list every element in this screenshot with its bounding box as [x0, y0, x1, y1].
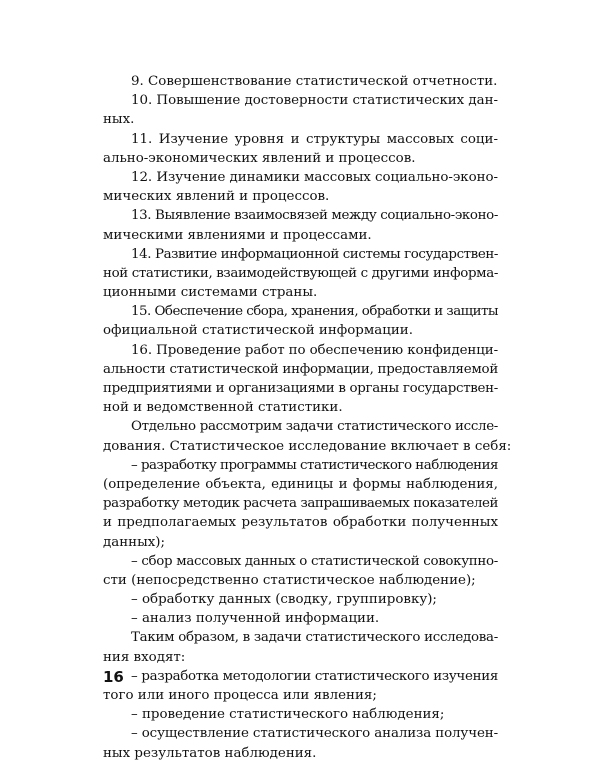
- paragraph-first-line: 10. Повышение достоверности статистических дан-: [131, 93, 498, 109]
- paragraph-line: ной статистики, взаимодействующей с другими информа-: [103, 265, 498, 281]
- paragraph-first-line: Отдельно рассмотрим задачи статистического иссле-: [131, 419, 498, 435]
- paragraph-first-line: Таким образом, в задачи статистического исследова-: [131, 630, 498, 646]
- paragraph-first-line: – проведение статистического наблюдения;: [131, 707, 445, 723]
- paragraph-line: того или иного процесса или явления;: [103, 688, 377, 703]
- paragraph-first-line: – разработку программы статистического наблюдения: [131, 457, 498, 473]
- paragraph-first-line: 9. Совершенствование статистической отчетности.: [131, 74, 498, 89]
- paragraph-line: ционными системами страны.: [103, 285, 318, 301]
- paragraph-line: (определение объекта, единицы и формы наблюдения,: [103, 476, 498, 492]
- paragraph-line: разработку методик расчета запрашиваемых показателей: [103, 496, 498, 512]
- paragraph-first-line: 12. Изучение динамики массовых социально-эконо-: [131, 169, 498, 185]
- paragraph-first-line: 11. Изучение уровня и структуры массовых соци-: [131, 131, 498, 147]
- paragraph-first-line: 13. Выявление взаимосвязей между социально-эконо-: [131, 208, 498, 224]
- paragraph-line: мическими явлениями и процессами.: [103, 227, 372, 243]
- body-text: [103, 72, 512, 763]
- paragraph-line: сти (непосредственно статистическое наблюдение);: [103, 572, 476, 588]
- paragraph-line: ально-экономических явлений и процессов.: [103, 150, 416, 166]
- paragraph-line: данных);: [103, 534, 166, 550]
- paragraph-line: и предполагаемых результатов обработки полученных: [103, 515, 498, 531]
- paragraph-line: ной и ведомственной статистики.: [103, 400, 343, 416]
- paragraph-first-line: 16. Проведение работ по обеспечению конфиденци-: [131, 342, 498, 358]
- paragraph-line: ния входят:: [103, 649, 186, 665]
- paragraph-line: мических явлений и процессов.: [103, 189, 330, 205]
- paragraph-line: ных результатов наблюдения.: [103, 745, 317, 761]
- paragraph-first-line: – сбор массовых данных о статистической совокупно-: [131, 553, 498, 569]
- paragraph-line: дования. Статистическое исследование включает в себя:: [103, 438, 512, 454]
- paragraph-first-line: 14. Развитие информационной системы государствен-: [131, 246, 498, 262]
- paragraph-line: ных.: [103, 112, 135, 128]
- paragraph-first-line: – обработку данных (сводку, группировку);: [131, 592, 437, 608]
- paragraph-line: предприятиями и организациями в органы государствен-: [103, 381, 498, 396]
- paragraph-first-line: – разработка методологии статистического изучения: [131, 668, 498, 684]
- paragraph-first-line: 15. Обеспечение сбора, хранения, обработки и защиты: [131, 304, 498, 320]
- paragraph-first-line: – осуществление статистического анализа получен-: [131, 726, 498, 742]
- paragraph-first-line: – анализ полученной информации.: [131, 611, 380, 627]
- paragraph-line: официальной статистической информации.: [103, 323, 413, 339]
- paragraph-line: альности статистической информации, предоставляемой: [103, 361, 498, 377]
- page-number: 16: [103, 668, 124, 686]
